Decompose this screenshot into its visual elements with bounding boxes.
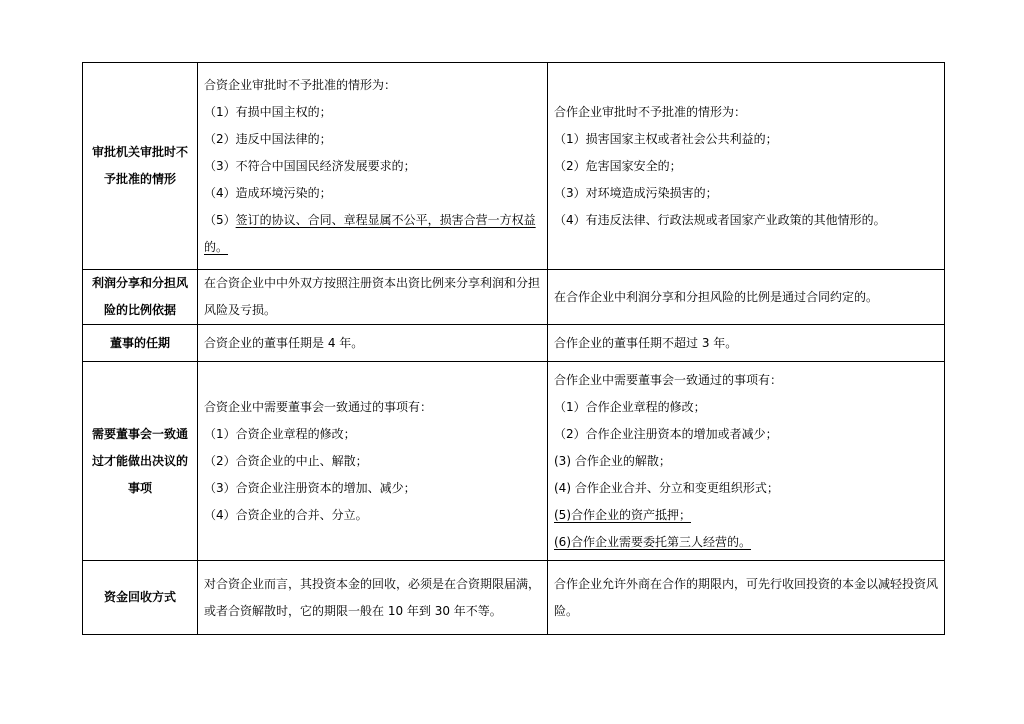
jv-intro: 合资企业中需要董事会一致通过的事项有： [204,399,433,414]
cjv-text: 在合作企业中利润分享和分担风险的比例是通过合同约定的。 [554,289,879,304]
cjv-cell [548,325,945,362]
jv-cell [198,325,548,362]
row-aspect-label: 董事的任期 [109,335,170,350]
cjv-item: （4）有违反法律、行政法规或者国家产业政策的其他情形的。 [554,212,886,227]
table-row [83,561,945,635]
comparison-table [82,62,945,635]
row-aspect-label: 需要董事会一致通过才能做出决议的事项 [91,426,188,495]
cjv-item-underlined: (5)合作企业的资产抵押； [554,507,691,522]
row-aspect-cell [83,561,198,635]
jv-item: （1）合资企业章程的修改； [204,426,356,441]
cjv-item: （3）对环境造成污染损害的； [554,185,718,200]
jv-text: 在合资企业中中外双方按照注册资本出资比例来分享利润和分担风险及亏损。 [204,276,541,317]
row-aspect-label: 资金回收方式 [103,590,176,604]
cjv-item: （1）损害国家主权或者社会公共利益的； [554,131,778,146]
jv-item-5-prefix: （5） [204,212,236,227]
cjv-text: 合作企业的董事任期不超过 3 年。 [554,335,738,350]
cjv-intro: 合作企业审批时不予批准的情形为： [554,104,747,119]
row-aspect-label: 利润分享和分担风险的比例依据 [91,276,188,317]
cjv-cell [548,561,945,635]
cjv-item: （2）危害国家安全的； [554,158,682,173]
jv-item: （4）合资企业的合并、分立。 [204,507,368,522]
jv-intro: 合资企业审批时不予批准的情形为： [204,77,397,92]
jv-cell [198,362,548,561]
table-row [83,63,945,270]
cjv-intro: 合作企业中需要董事会一致通过的事项有： [554,372,783,387]
jv-item: （3）不符合中国国民经济发展要求的； [204,158,416,173]
table-row [83,362,945,561]
jv-item-5-underlined: 签订的协议、合同、章程显属不公平，损害合营一方权益的。 [204,212,536,254]
row-aspect-cell [83,270,198,325]
jv-item: （2）合资企业的中止、解散； [204,453,368,468]
cjv-item: （2）合作企业注册资本的增加或者减少； [554,426,778,441]
cjv-item-underlined: (6)合作企业需要委托第三人经营的。 [554,534,751,549]
jv-item: （4）造成环境污染的； [204,185,332,200]
table-row [83,270,945,325]
row-aspect-cell [83,325,198,362]
jv-cell [198,63,548,270]
cjv-item: （1）合作企业章程的修改； [554,399,706,414]
cjv-cell [548,63,945,270]
jv-item: （2）违反中国法律的； [204,131,332,146]
cjv-cell [548,362,945,561]
jv-text: 对合资企业而言，其投资本金的回收，必须是在合资期限届满，或者合资解散时，它的期限一般在 10 年到 30 年不等。 [204,576,541,618]
jv-cell [198,270,548,325]
jv-text: 合资企业的董事任期是 4 年。 [204,335,364,350]
row-aspect-label: 审批机关审批时不予批准的情形 [91,145,188,186]
cjv-item: (3) 合作企业的解散； [554,453,671,468]
row-aspect-cell [83,63,198,270]
jv-item: （1）有损中国主权的； [204,104,332,119]
cjv-item: (4) 合作企业合并、分立和变更组织形式； [554,480,779,495]
table-row [83,325,945,362]
cjv-text: 合作企业允许外商在合作的期限内，可先行收回投资的本金以减轻投资风险。 [554,576,939,618]
cjv-cell [548,270,945,325]
jv-item-5 [204,207,541,261]
row-aspect-cell [83,362,198,561]
jv-item: （3）合资企业注册资本的增加、减少； [204,480,416,495]
jv-cell [198,561,548,635]
